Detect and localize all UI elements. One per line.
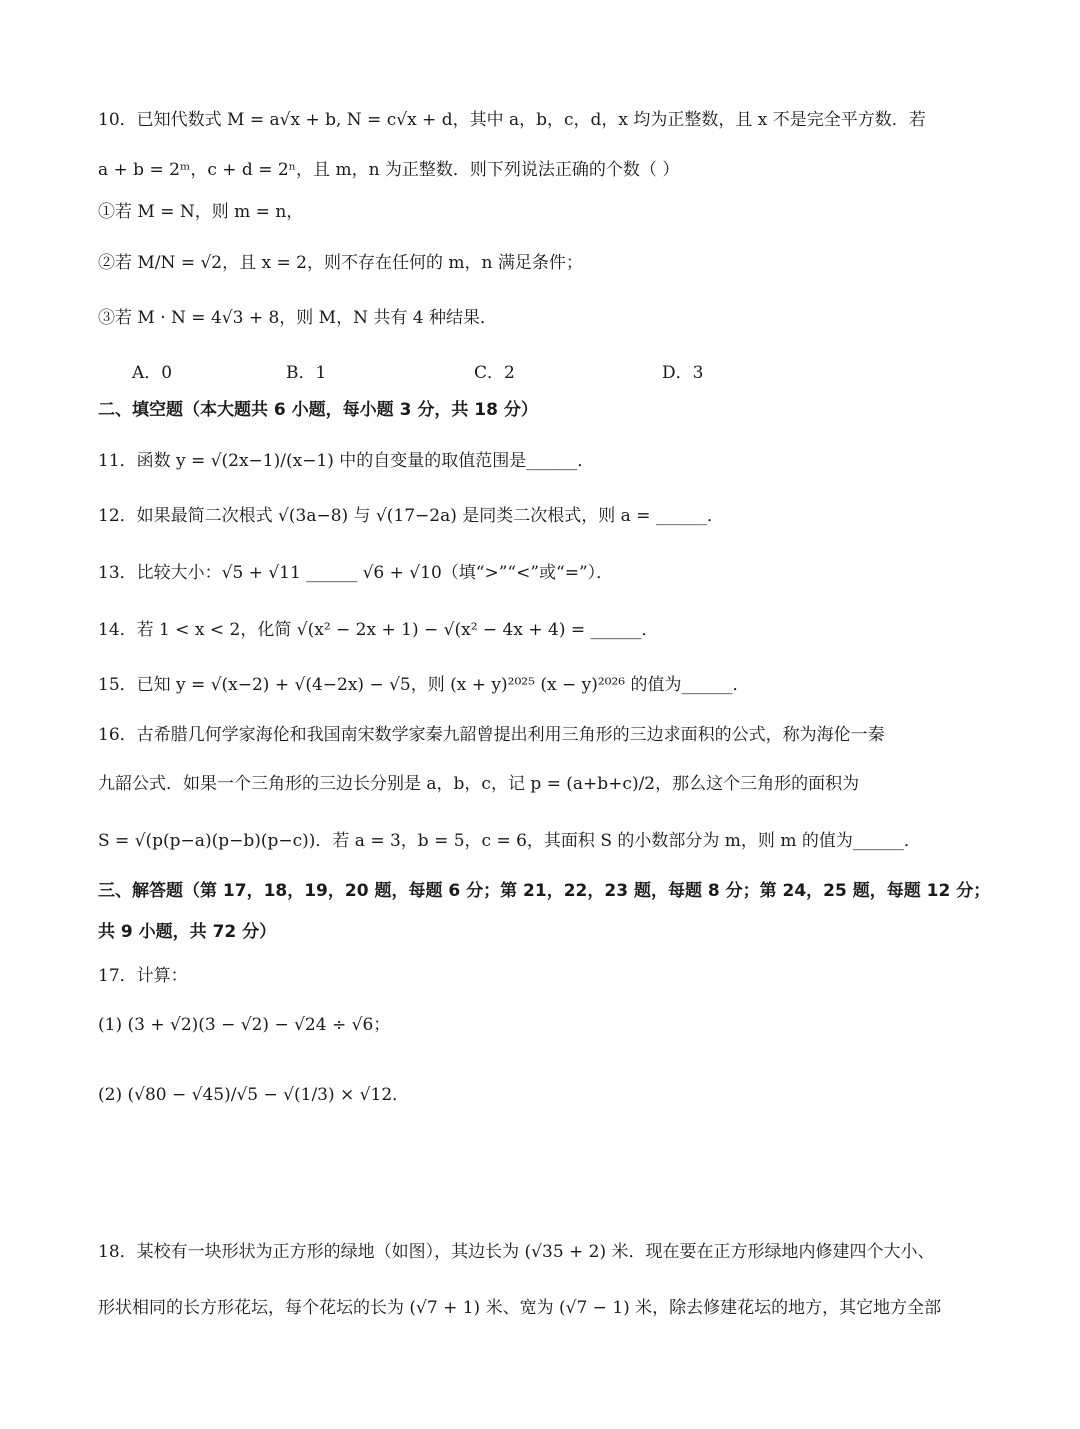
question-18-line-1: 18．某校有一块形状为正方形的绿地（如图），其边长为 (√35 + 2) 米．现在要在正方形绿地内修建四个大小、: [98, 1242, 935, 1262]
question-10-statement-1: ①若 M = N，则 m = n，: [98, 202, 304, 222]
question-10-line-2: a + b = 2ᵐ，c + d = 2ⁿ，且 m，n 为正整数．则下列说法正确的个数（ ）: [98, 160, 680, 180]
question-16-line-1: 16．古希腊几何学家海伦和我国南宋数学家秦九韶曾提出利用三角形的三边求面积的公式，称为海伦一秦: [98, 725, 885, 745]
choice-a: A．0: [132, 363, 173, 383]
question-11: 11．函数 y = √(2x−1)/(x−1) 中的自变量的取值范围是______．: [98, 451, 595, 471]
question-12: 12．如果最简二次根式 √(3a−8) 与 √(17−2a) 是同类二次根式，则 a = ______．: [98, 506, 724, 526]
question-16-line-3: S = √(p(p−a)(p−b)(p−c))．若 a = 3，b = 5，c = 6，其面积 S 的小数部分为 m，则 m 的值为______．: [98, 831, 921, 851]
choice-c: C．2: [474, 363, 515, 383]
choice-b: B．1: [286, 363, 327, 383]
question-10-statement-3: ③若 M · N = 4√3 + 8，则 M，N 共有 4 种结果．: [98, 308, 497, 328]
question-14: 14．若 1 < x < 2，化简 √(x² − 2x + 1) − √(x² − 4x + 4) = ______．: [98, 620, 659, 640]
section-3-title-line-2: 共 9 小题，共 72 分）: [98, 922, 277, 942]
question-13: 13．比较大小：√5 + √11 ______ √6 + √10（填“>”“<”或“=”）．: [98, 563, 614, 583]
question-10-statement-2: ②若 M/N = √2，且 x = 2，则不存在任何的 m，n 满足条件；: [98, 253, 583, 273]
question-10-line-1: 10．已知代数式 M = a√x + b, N = c√x + d，其中 a，b，c，d，x 均为正整数，且 x 不是完全平方数．若: [98, 110, 926, 130]
section-2-title: 二、填空题（本大题共 6 小题，每小题 3 分，共 18 分）: [98, 400, 538, 420]
question-18-line-2: 形状相同的长方形花坛，每个花坛的长为 (√7 + 1) 米、宽为 (√7 − 1) 米，除去修建花坛的地方，其它地方全部: [98, 1298, 942, 1318]
section-3-title-line-1: 三、解答题（第 17，18，19，20 题，每题 6 分；第 21，22，23 题，每题 8 分；第 24，25 题，每题 12 分；: [98, 881, 991, 901]
question-17-title: 17．计算：: [98, 966, 188, 986]
question-16-line-2: 九韶公式．如果一个三角形的三边长分别是 a，b，c，记 p = (a+b+c)/2，那么这个三角形的面积为: [98, 774, 860, 794]
choice-d: D．3: [662, 363, 704, 383]
question-17-part-2: (2) (√80 − √45)/√5 − √(1/3) × √12．: [98, 1085, 410, 1105]
question-15: 15．已知 y = √(x−2) + √(4−2x) − √5，则 (x + y)²⁰²⁵ (x − y)²⁰²⁶ 的值为______．: [98, 675, 750, 695]
question-17-part-1: (1) (3 + √2)(3 − √2) − √24 ÷ √6；: [98, 1015, 391, 1035]
